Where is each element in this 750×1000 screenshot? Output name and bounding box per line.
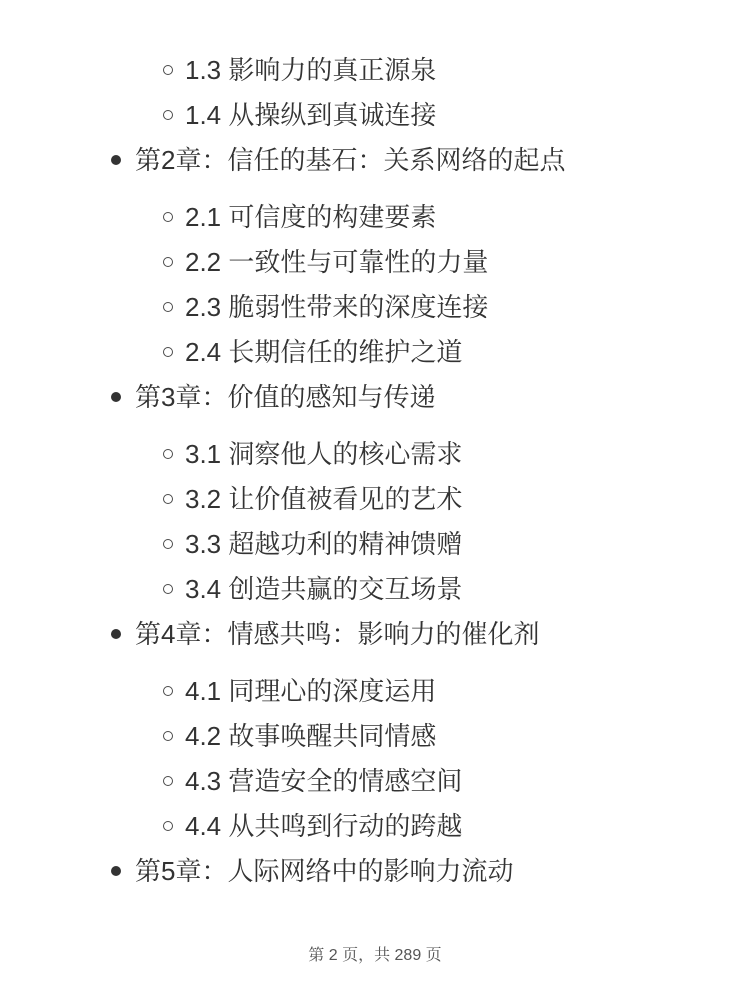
toc-section-label: 1.4 从操纵到真诚连接 bbox=[185, 100, 437, 130]
toc-section-label: 3.2 让价值被看见的艺术 bbox=[185, 484, 463, 514]
toc-section-item bbox=[0, 528, 750, 560]
toc-chapter-item bbox=[0, 144, 750, 176]
toc-section-label: 4.3 营造安全的情感空间 bbox=[185, 766, 463, 796]
disc-bullet-icon bbox=[111, 866, 121, 876]
circle-bullet-icon bbox=[163, 302, 173, 312]
page-indicator: 第 2 页，共 289 页 bbox=[308, 947, 442, 964]
circle-bullet-icon bbox=[163, 212, 173, 222]
toc-section-item bbox=[0, 675, 750, 707]
toc-section-label: 4.2 故事唤醒共同情感 bbox=[185, 721, 437, 751]
toc-section-label: 2.4 长期信任的维护之道 bbox=[185, 337, 463, 367]
toc-section-item bbox=[0, 720, 750, 752]
circle-bullet-icon bbox=[163, 257, 173, 267]
toc-section-item bbox=[0, 99, 750, 131]
toc-chapter-item bbox=[0, 381, 750, 413]
toc-section-label: 3.3 超越功利的精神馈赠 bbox=[185, 529, 463, 559]
toc-section-item bbox=[0, 573, 750, 605]
circle-bullet-icon bbox=[163, 821, 173, 831]
toc-section-label: 2.3 脆弱性带来的深度连接 bbox=[185, 292, 489, 322]
page-number-footer bbox=[0, 945, 750, 967]
circle-bullet-icon bbox=[163, 584, 173, 594]
circle-bullet-icon bbox=[163, 110, 173, 120]
toc-section-item bbox=[0, 765, 750, 797]
toc-section-item bbox=[0, 483, 750, 515]
circle-bullet-icon bbox=[163, 65, 173, 75]
toc-chapter-item bbox=[0, 855, 750, 887]
toc-section-item bbox=[0, 246, 750, 278]
toc-section-item bbox=[0, 291, 750, 323]
circle-bullet-icon bbox=[163, 347, 173, 357]
toc-section-label: 4.1 同理心的深度运用 bbox=[185, 676, 437, 706]
toc-section-item bbox=[0, 54, 750, 86]
toc-chapter-label: 第2章：信任的基石：关系网络的起点 bbox=[135, 145, 566, 175]
toc-section-label: 2.1 可信度的构建要素 bbox=[185, 202, 437, 232]
toc-section-label: 3.4 创造共赢的交互场景 bbox=[185, 574, 463, 604]
toc-section-label: 1.3 影响力的真正源泉 bbox=[185, 55, 437, 85]
circle-bullet-icon bbox=[163, 776, 173, 786]
toc-section-label: 4.4 从共鸣到行动的跨越 bbox=[185, 811, 463, 841]
disc-bullet-icon bbox=[111, 629, 121, 639]
circle-bullet-icon bbox=[163, 686, 173, 696]
toc-section-item bbox=[0, 201, 750, 233]
circle-bullet-icon bbox=[163, 731, 173, 741]
toc-section-label: 2.2 一致性与可靠性的力量 bbox=[185, 247, 489, 277]
toc-chapter-label: 第5章：人际网络中的影响力流动 bbox=[135, 856, 514, 886]
toc-chapter-label: 第3章：价值的感知与传递 bbox=[135, 382, 436, 412]
toc-section-item bbox=[0, 810, 750, 842]
toc-section-item bbox=[0, 336, 750, 368]
toc-section-item bbox=[0, 438, 750, 470]
toc-chapter-item bbox=[0, 618, 750, 650]
circle-bullet-icon bbox=[163, 449, 173, 459]
circle-bullet-icon bbox=[163, 539, 173, 549]
disc-bullet-icon bbox=[111, 392, 121, 402]
disc-bullet-icon bbox=[111, 155, 121, 165]
circle-bullet-icon bbox=[163, 494, 173, 504]
toc-chapter-label: 第4章：情感共鸣：影响力的催化剂 bbox=[135, 619, 540, 649]
toc-section-label: 3.1 洞察他人的核心需求 bbox=[185, 439, 463, 469]
